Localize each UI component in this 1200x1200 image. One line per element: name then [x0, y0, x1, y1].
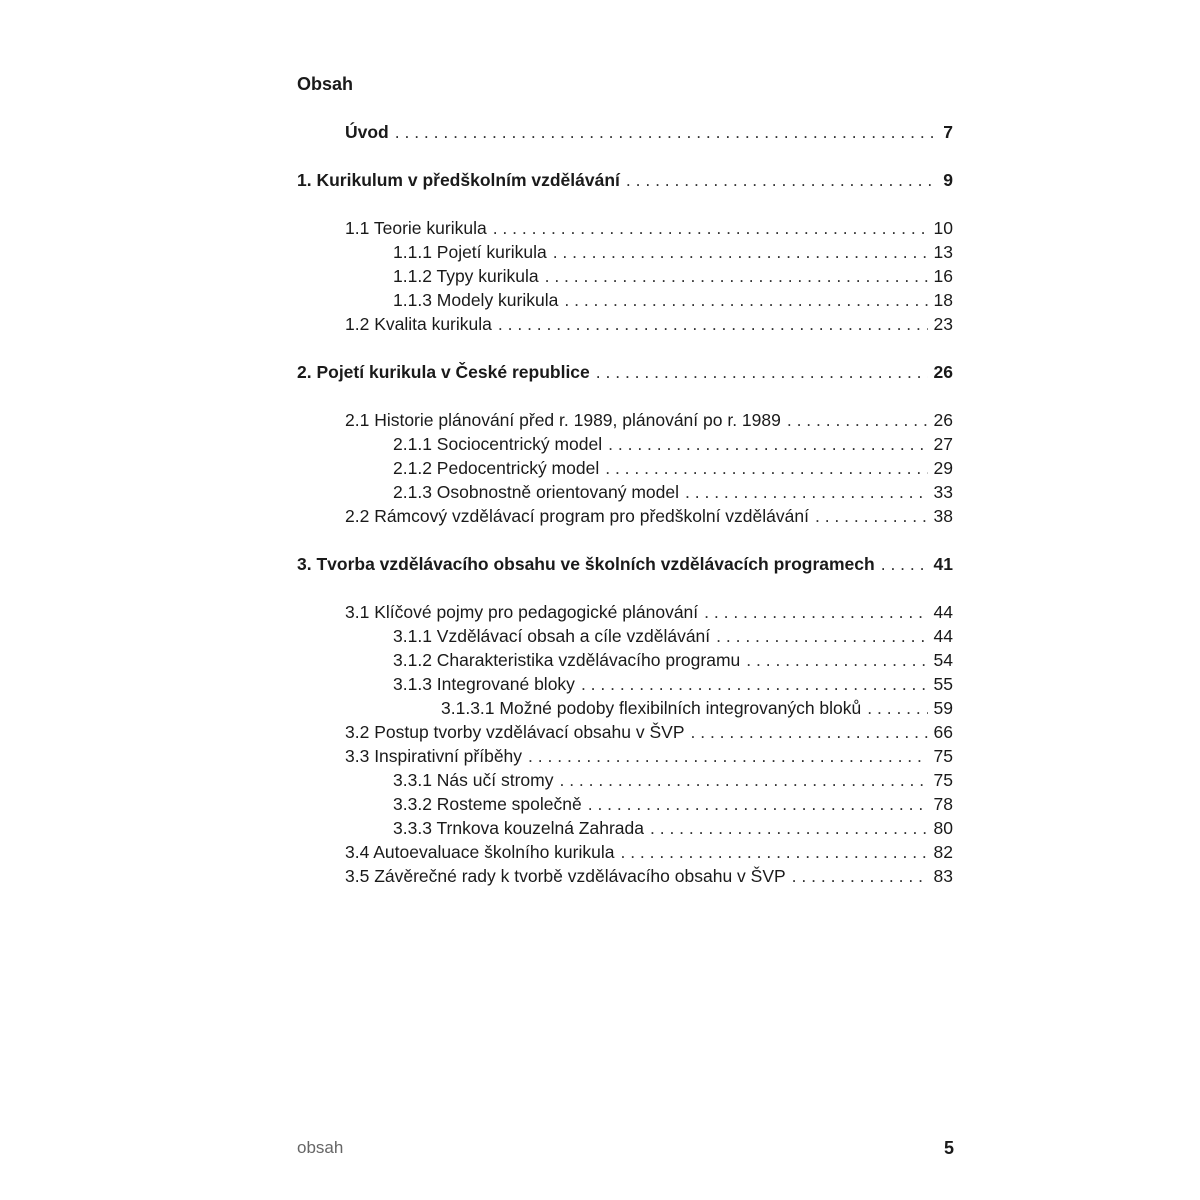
toc-entry-title: 3.2 Postup tvorby vzdělávací obsahu v ŠVP	[345, 722, 685, 742]
toc-dot-leader	[553, 240, 928, 264]
toc-entry-title: 3.3.1 Nás učí stromy	[393, 770, 554, 790]
toc-entry	[297, 168, 953, 192]
toc-entry	[297, 264, 953, 288]
toc-entry	[297, 672, 953, 696]
toc-entry	[297, 312, 953, 336]
toc-entry-title: 2.2 Rámcový vzdělávací program pro předškolní vzdělávání	[345, 506, 809, 526]
toc-dot-leader	[620, 840, 927, 864]
toc-dot-leader	[588, 792, 928, 816]
toc-dot-leader	[716, 624, 927, 648]
toc-entry-page: 23	[933, 314, 953, 334]
toc-dot-leader	[792, 864, 928, 888]
toc-entry-title: 3. Tvorba vzdělávacího obsahu ve školních vzdělávacích programech	[297, 554, 875, 574]
toc-entry-page: 16	[933, 266, 953, 286]
toc-entry-page: 13	[933, 242, 953, 262]
toc-entry-title: 3.3.2 Rosteme společně	[393, 794, 582, 814]
toc-dot-leader	[581, 672, 928, 696]
toc-entry	[297, 600, 953, 624]
toc-dot-leader	[787, 408, 928, 432]
toc-dot-leader	[881, 552, 928, 576]
toc-entry	[297, 240, 953, 264]
toc-dot-leader	[545, 264, 928, 288]
toc-dot-leader	[650, 816, 928, 840]
toc-dot-leader	[596, 360, 928, 384]
toc-entry-title: Úvod	[345, 122, 389, 142]
toc-entry-title: 3.1.1 Vzdělávací obsah a cíle vzdělávání	[393, 626, 711, 646]
toc-dot-leader	[493, 216, 928, 240]
toc-entry-title: 1.1.2 Typy kurikula	[393, 266, 539, 286]
toc-entry-title: 3.1.2 Charakteristika vzdělávacího programu	[393, 650, 741, 670]
toc-entry-page: 82	[933, 842, 953, 862]
toc-entry-title: 3.3.3 Trnkova kouzelná Zahrada	[393, 818, 644, 838]
toc-dot-leader	[691, 720, 928, 744]
toc-entry-page: 66	[933, 722, 953, 742]
toc-entry-title: 1.2 Kvalita kurikula	[345, 314, 492, 334]
toc-entry-title: 2.1 Historie plánování před r. 1989, plánování po r. 1989	[345, 410, 781, 430]
toc-entry	[297, 480, 953, 504]
toc-dot-leader	[815, 504, 928, 528]
toc-entry	[297, 216, 953, 240]
toc-entry-page: 78	[933, 794, 953, 814]
toc-entry	[297, 768, 953, 792]
toc-entry-title: 3.1.3 Integrované bloky	[393, 674, 575, 694]
footer-page-number: 5	[943, 1138, 954, 1158]
toc-entry	[297, 840, 953, 864]
toc-entry-title: 1.1.1 Pojetí kurikula	[393, 242, 547, 262]
toc-entry	[297, 432, 953, 456]
toc-entry-title: 3.1 Klíčové pojmy pro pedagogické plánování	[345, 602, 699, 622]
toc-dot-leader	[746, 648, 927, 672]
toc-entry-page: 54	[933, 650, 953, 670]
toc-dot-leader	[498, 312, 928, 336]
toc-dot-leader	[626, 168, 937, 192]
toc-entry	[297, 816, 953, 840]
toc-entry	[297, 696, 953, 720]
toc-entry	[297, 408, 953, 432]
toc-entry-page: 44	[933, 602, 953, 622]
toc-entry-title: 1.1.3 Modely kurikula	[393, 290, 559, 310]
toc-dot-leader	[559, 768, 927, 792]
toc-entry	[297, 360, 953, 384]
toc-entry-page: 75	[933, 770, 953, 790]
toc-dot-leader	[605, 456, 927, 480]
toc-entry	[297, 120, 953, 144]
toc-entry	[297, 792, 953, 816]
toc-dot-leader	[867, 696, 927, 720]
toc-dot-leader	[685, 480, 928, 504]
toc-entry	[297, 744, 953, 768]
toc-dot-leader	[528, 744, 927, 768]
toc-entry-page: 27	[933, 434, 953, 454]
toc-heading: Obsah	[297, 74, 354, 94]
toc-entry-page: 38	[933, 506, 953, 526]
toc-entry-title: 1. Kurikulum v předškolním vzdělávání	[297, 170, 620, 190]
toc-entry	[297, 648, 953, 672]
toc-entry-title: 2.1.2 Pedocentrický model	[393, 458, 600, 478]
toc-dot-leader	[608, 432, 927, 456]
toc-entry	[297, 288, 953, 312]
toc-entry-page: 26	[933, 362, 953, 382]
toc-entry-title: 3.5 Závěrečné rady k tvorbě vzdělávacího obsahu v ŠVP	[345, 866, 786, 886]
toc-entry-page: 33	[933, 482, 953, 502]
toc-entry-page: 18	[933, 290, 953, 310]
toc-entry-page: 9	[943, 170, 953, 190]
toc-entry	[297, 864, 953, 888]
toc-entry-page: 7	[943, 122, 953, 142]
toc-entry	[297, 504, 953, 528]
toc-dot-leader	[564, 288, 927, 312]
toc-entry-page: 29	[933, 458, 953, 478]
toc-entry-title: 3.4 Autoevaluace školního kurikula	[345, 842, 615, 862]
toc-entry-page: 59	[933, 698, 953, 718]
table-of-contents	[297, 120, 953, 888]
toc-entry-title: 1.1 Teorie kurikula	[345, 218, 487, 238]
toc-entry-page: 10	[933, 218, 953, 238]
toc-entry	[297, 624, 953, 648]
toc-entry	[297, 456, 953, 480]
toc-dot-leader	[395, 120, 938, 144]
footer-section-label: obsah	[297, 1138, 344, 1157]
toc-entry-page: 83	[933, 866, 953, 886]
toc-entry-title: 3.1.3.1 Možné podoby flexibilních integrovaných bloků	[441, 698, 862, 718]
toc-entry-page: 44	[933, 626, 953, 646]
toc-entry-page: 80	[933, 818, 953, 838]
toc-entry-title: 2.1.1 Sociocentrický model	[393, 434, 603, 454]
toc-entry-page: 41	[933, 554, 953, 574]
toc-entry-page: 55	[933, 674, 953, 694]
toc-entry	[297, 552, 953, 576]
toc-entry-title: 2.1.3 Osobnostně orientovaný model	[393, 482, 680, 502]
toc-dot-leader	[704, 600, 927, 624]
toc-entry-title: 2. Pojetí kurikula v České republice	[297, 362, 590, 382]
toc-entry-page: 75	[933, 746, 953, 766]
toc-entry	[297, 720, 953, 744]
toc-entry-page: 26	[933, 410, 953, 430]
toc-entry-title: 3.3 Inspirativní příběhy	[345, 746, 523, 766]
